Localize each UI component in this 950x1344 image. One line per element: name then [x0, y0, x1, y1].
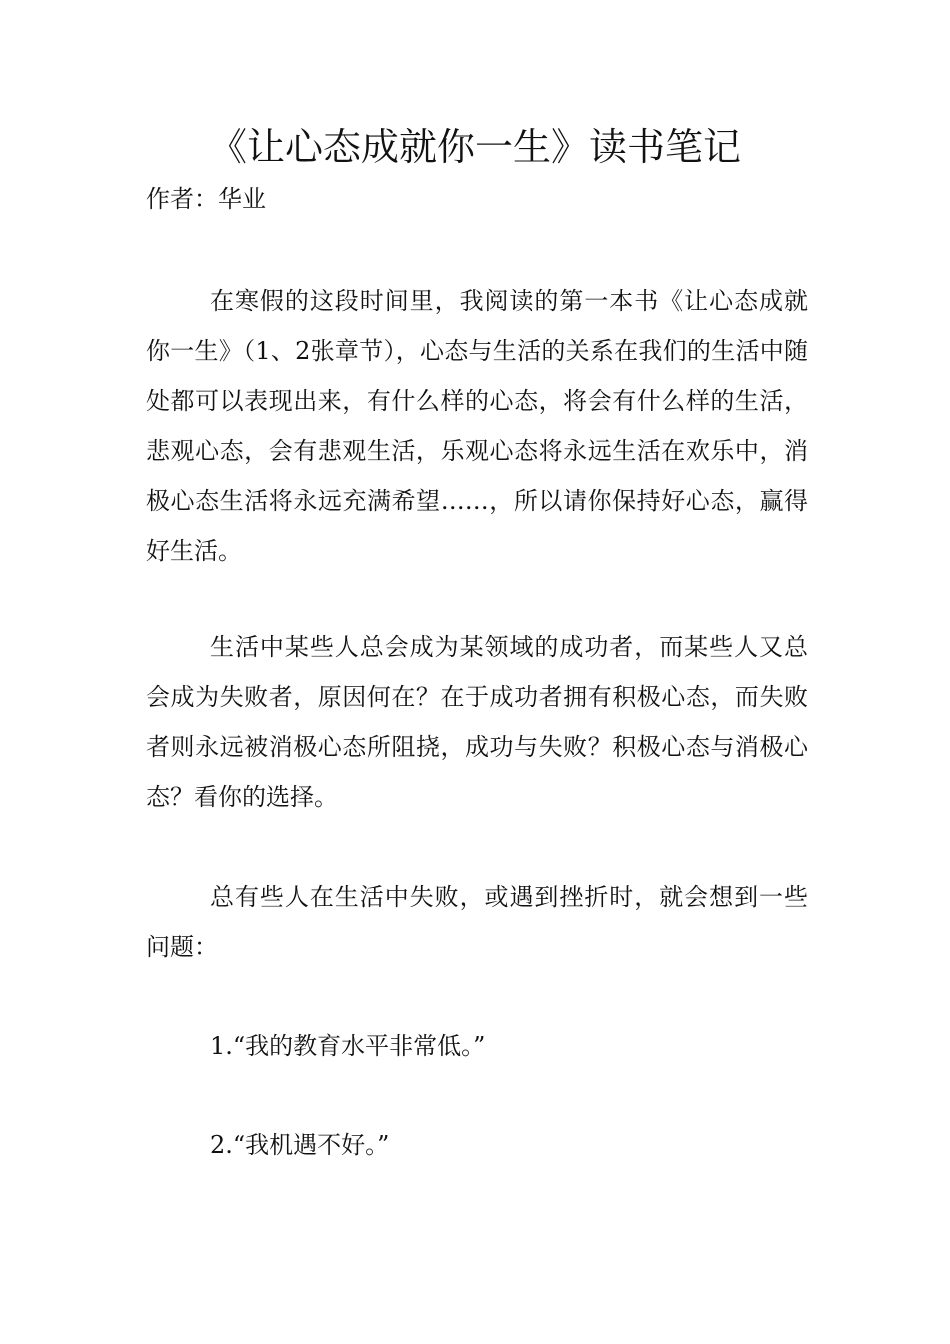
paragraph-3: 总有些人在生活中失败，或遇到挫折时，就会想到一些问题：: [146, 883, 808, 961]
paragraph-2: 生活中某些人总会成为某领域的成功者，而某些人又总会成为失败者，原因何在？在于成功者拥有积极心态，而失败者则永远被消极心态所阻挠，成功与失败？积极心态与消极心态？看你的选择。: [146, 633, 808, 811]
document-title: 《让心态成就你一生》读书笔记: [208, 125, 741, 169]
paragraph-1: 在寒假的这段时间里，我阅读的第一本书《让心态成就你一生》（1、2张章节），心态与生活的关系在我们的生活中随处都可以表现出来，有什么样的心态，将会有什么样的生活，悲观心态，会有悲观生活，乐观心态将永远生活在欢乐中，消极心态生活将永远充满希望……，所以请你保持好心态，赢得好生活。: [146, 287, 808, 565]
list-item-1: 1.“我的教育水平非常低。”: [210, 1032, 486, 1060]
list-item-2: 2.“我机遇不好。”: [210, 1131, 390, 1159]
author-line: 作者：华业: [146, 185, 266, 213]
